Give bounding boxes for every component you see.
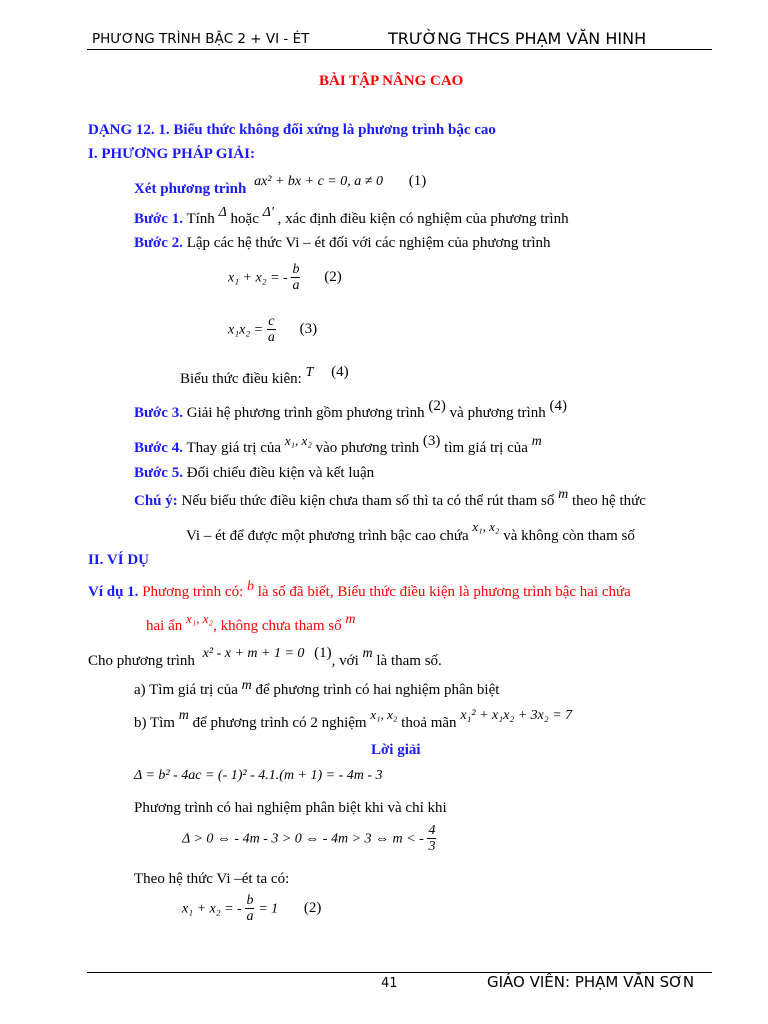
buoc3-label: Bước 3. xyxy=(134,405,183,421)
sum-fraction: $\frac{b}{a}$ xyxy=(246,893,254,925)
vidu1-label: Ví dụ 1. xyxy=(88,584,139,600)
xet-label: Xét phương trình xyxy=(134,181,247,197)
vidu1-text1: Phương trình có: xyxy=(142,584,244,600)
qa-text1: a) Tìm giá trị của xyxy=(134,682,238,698)
chuy-line xyxy=(134,486,646,509)
eq3-fraction: $\frac{c}{a}$ xyxy=(267,314,275,346)
buoc2-label: Bước 2. xyxy=(134,235,183,251)
buoc3-p2: (2) xyxy=(428,398,446,414)
question-b xyxy=(134,707,573,731)
chuy-label: Chú ý: xyxy=(134,493,178,509)
buoc4-text1: Thay giá trị của xyxy=(186,440,282,456)
vidu1-line2 xyxy=(146,611,356,634)
buoc1-text3: , xác định điều kiện có nghiệm của phương trình xyxy=(277,211,569,227)
equation-2 xyxy=(228,262,342,294)
header-right: TRƯỜNG THCS PHẠM VĂN HINH xyxy=(388,29,647,48)
sum-equation xyxy=(182,893,321,925)
buoc2-text: Lập các hệ thức Vi – ét đối với các nghiệm của phương trình xyxy=(186,235,551,251)
delta-equation: Δ = b² - 4ac = (- 1)² - 4.1.(m + 1) = - 4m - 3 xyxy=(134,768,383,783)
xet-tag: (1) xyxy=(408,173,427,189)
qb-text3: thoả mãn xyxy=(401,715,457,731)
eq2-tag: (2) xyxy=(324,269,342,286)
buoc4-text3: tìm giá trị của xyxy=(444,440,528,456)
qb-text2: để phương trình có 2 nghiệm xyxy=(192,715,367,731)
bieuthuc-line xyxy=(180,364,349,387)
vidu1-text2: là số đã biết, Biểu thức điều kiện là phương trình bậc hai chứa xyxy=(257,584,631,600)
sum-tag: (2) xyxy=(303,900,322,917)
ineq-lhs: Δ > 0 ⇔ - 4m - 3 > 0 ⇔ - 4m > 3 ⇔ m < - xyxy=(182,831,424,847)
eq3-lhs: x₁x₂ = xyxy=(228,322,264,338)
section-heading-2: II. VÍ DỤ xyxy=(88,552,149,568)
page-title: BÀI TẬP NÂNG CAO xyxy=(319,73,464,89)
footer-teacher: GIÁO VIÊN: PHẠM VĂN SƠN xyxy=(487,973,695,991)
sum-lhs: x₁ + x₂ = - xyxy=(182,901,242,917)
buoc1-line xyxy=(134,205,569,228)
buoc4-line xyxy=(134,433,542,456)
cho-text2: , với xyxy=(331,653,359,669)
qb-xs: x₁, x₂ xyxy=(370,707,398,722)
buoc5-label: Bước 5. xyxy=(134,465,183,481)
cho-tag: (1) xyxy=(314,645,332,661)
section-heading-1: I. PHƯƠNG PHÁP GIẢI: xyxy=(88,146,255,162)
vidu1-b: b xyxy=(247,579,254,594)
equation-3 xyxy=(228,314,317,346)
buoc5-line xyxy=(134,465,374,482)
chuy2-text1: Vi – ét để được một phương trình bậc cao chứa xyxy=(186,528,469,544)
buoc2-line xyxy=(134,235,550,252)
qb-text1: b) Tìm xyxy=(134,715,175,731)
sum-rhs: = 1 xyxy=(258,901,279,917)
eq2-fraction: $\frac{b}{a}$ xyxy=(292,262,300,294)
qb-equation: x₁² + x₁x₂ + 3x₂ = 7 xyxy=(460,708,573,723)
chuy2-text2: và không còn tham số xyxy=(503,528,635,544)
eq2-lhs: x₁ + x₂ = - xyxy=(228,270,288,286)
buoc1-text1: Tính xyxy=(186,211,215,227)
qa-text2: để phương trình có hai nghiệm phân biệt xyxy=(255,682,500,698)
inequality xyxy=(182,823,436,855)
question-a xyxy=(134,677,500,698)
cho-equation: x² - x + m + 1 = 0 xyxy=(202,646,305,661)
chuy-m: m xyxy=(558,487,569,502)
page-number: 41 xyxy=(381,976,398,991)
chuy-line2 xyxy=(186,519,635,544)
buoc1-text2: hoặc xyxy=(230,211,259,227)
buoc1-label: Bước 1. xyxy=(134,211,183,227)
bieuthuc-T: T xyxy=(305,365,314,380)
buoc3-line xyxy=(134,398,567,421)
chuy-text2: theo hệ thức xyxy=(571,493,646,509)
vidu1b-text2: , không chưa tham số xyxy=(213,618,342,634)
chuy-text1: Nếu biểu thức điều kiện chưa tham số thì ta có thể rút tham số xyxy=(181,493,555,509)
buoc4-p3: (3) xyxy=(422,433,441,449)
qb-m: m xyxy=(178,708,189,723)
vidu1b-m: m xyxy=(345,612,356,627)
qa-m: m xyxy=(241,678,252,693)
buoc3-text2: và phương trình xyxy=(449,405,546,421)
delta-prime-symbol: Δ' xyxy=(262,205,274,220)
theo-vi-et-text: Theo hệ thức Vi –ét ta có: xyxy=(134,871,290,887)
dang-heading: DẠNG 12. 1. Biểu thức không đối xứng là phương trình bậc cao xyxy=(88,122,496,138)
xet-equation: ax² + bx + c = 0, a ≠ 0 xyxy=(254,174,383,189)
buoc3-p4: (4) xyxy=(549,398,567,414)
delta-symbol: Δ xyxy=(218,205,227,220)
chuy2-xs: x₁, x₂ xyxy=(472,519,500,534)
header-rule xyxy=(87,49,712,50)
buoc4-m: m xyxy=(531,434,542,449)
bieuthuc-tag: (4) xyxy=(331,364,349,380)
buoc4-text2: vào phương trình xyxy=(315,440,420,456)
vidu1-line xyxy=(88,578,631,600)
eq3-tag: (3) xyxy=(299,321,318,338)
cho-text1: Cho phương trình xyxy=(88,653,195,669)
buoc3-text1: Giải hệ phương trình gồm phương trình xyxy=(186,405,425,421)
bieuthuc-text: Biểu thức điều kiên: xyxy=(180,371,302,387)
cho-text3: là tham số. xyxy=(376,653,442,669)
xet-line xyxy=(134,173,427,197)
vidu1b-text1: hai ẩn xyxy=(146,618,183,634)
cho-m: m xyxy=(362,646,373,661)
cho-line xyxy=(88,645,442,669)
vidu1b-xs: x₁, x₂ xyxy=(185,611,214,626)
buoc4-label: Bước 4. xyxy=(134,440,183,456)
loi-giai-heading: Lời giải xyxy=(371,742,421,758)
pt-hai-nghiem-text: Phương trình có hai nghiệm phân biệt khi và chỉ khi xyxy=(134,800,447,816)
header-left: PHƯƠNG TRÌNH BẬC 2 + VI - ÉT xyxy=(92,31,310,47)
buoc4-xs: x₁, x₂ xyxy=(284,433,312,448)
buoc5-text: Đối chiếu điều kiện và kết luận xyxy=(186,465,375,481)
ineq-fraction: $\frac{4}{3}$ xyxy=(428,823,436,855)
